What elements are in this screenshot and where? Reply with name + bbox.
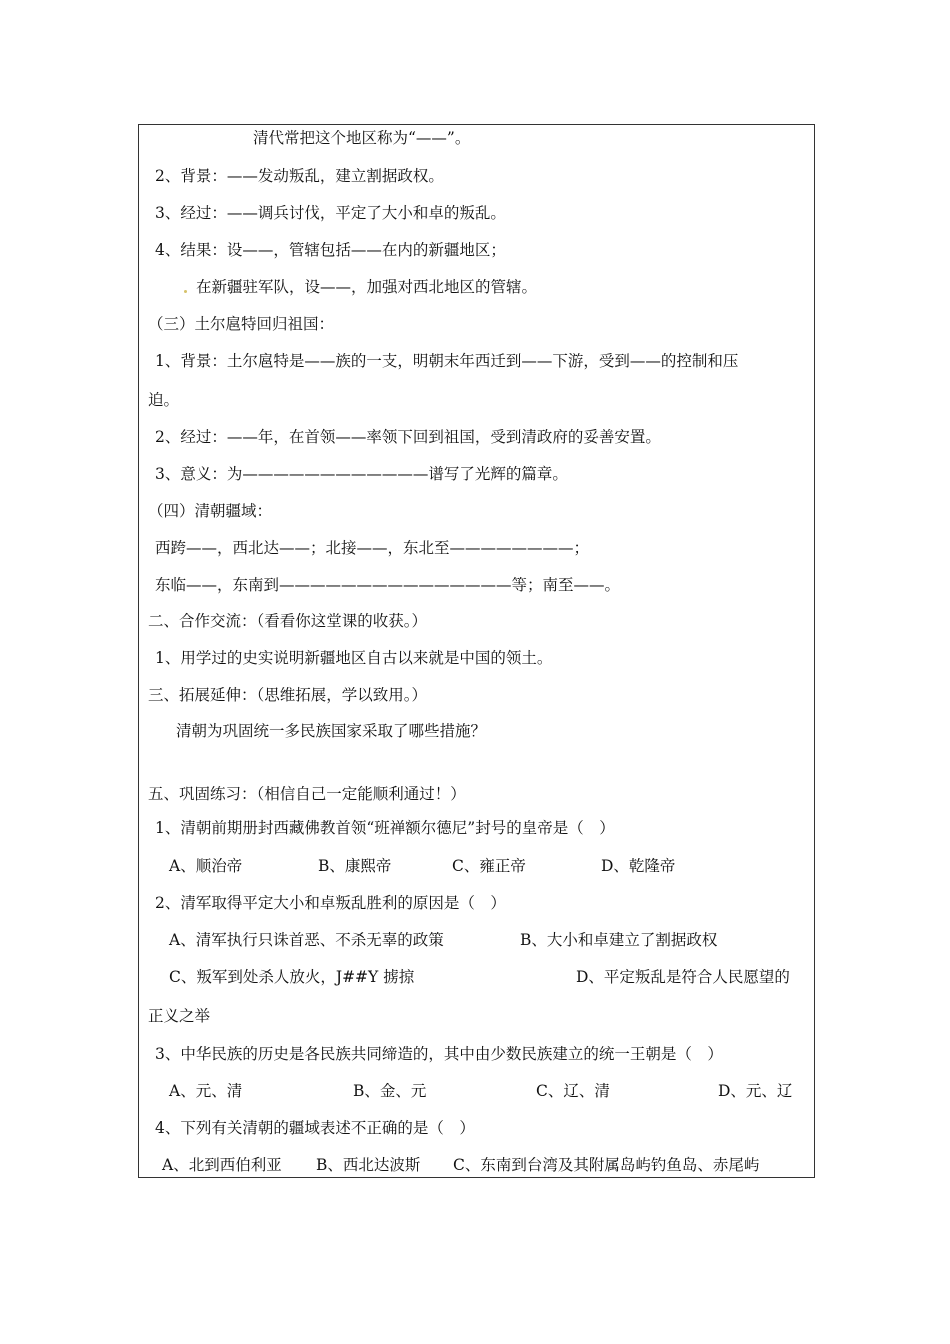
text-line: 3、经过：——调兵讨伐，平定了大小和卓的叛乱。 <box>155 204 506 222</box>
question-3: 3、中华民族的历史是各民族共同缔造的，其中由少数民族建立的统一王朝是（ ） <box>155 1045 723 1063</box>
q1-option-b: B、康熙帝 <box>318 857 392 875</box>
q4-option-c: C、东南到台湾及其附属岛屿钓鱼岛、赤尾屿 <box>453 1156 760 1174</box>
text-line: 西跨——，西北达——；北接——，东北至————————； <box>155 539 590 557</box>
q3-option-d: D、元、辽 <box>718 1082 793 1100</box>
q2-option-a: A、清军执行只诛首恶、不杀无辜的政策 <box>169 931 444 949</box>
text-line: 2、背景：——发动叛乱，建立割据政权。 <box>155 167 444 185</box>
section-heading: （四）清朝疆域： <box>148 502 273 520</box>
section-heading: 二、合作交流：（看看你这堂课的收获。） <box>148 612 428 630</box>
text-line: 4、结果：设——，管辖包括——在内的新疆地区； <box>155 241 506 259</box>
marker-dot <box>184 290 187 293</box>
text-line: 1、背景：土尔扈特是——族的一支，明朝末年西迁到——下游，受到——的控制和压 <box>155 352 739 370</box>
q3-option-c: C、辽、清 <box>536 1082 610 1100</box>
text-line: 迫。 <box>148 391 180 409</box>
q4-option-a: A、北到西伯利亚 <box>162 1156 282 1174</box>
text-line: 清朝为巩固统一多民族国家采取了哪些措施？ <box>176 722 487 740</box>
text-line: 3、意义：为————————————谱写了光辉的篇章。 <box>155 465 568 483</box>
section-heading: 五、巩固练习：（相信自己一定能顺利通过！） <box>148 785 466 803</box>
q1-option-a: A、顺治帝 <box>169 857 243 875</box>
section-heading: 三、拓展延伸：（思维拓展，学以致用。） <box>148 686 428 704</box>
text-line: 东临——，东南到———————————————等；南至——。 <box>155 576 621 594</box>
text-line: 在新疆驻军队，设——，加强对西北地区的管辖。 <box>196 278 538 296</box>
question-2: 2、清军取得平定大小和卓叛乱胜利的原因是（ ） <box>155 894 506 912</box>
text-line: 1、用学过的史实说明新疆地区自古以来就是中国的领土。 <box>155 649 553 667</box>
q3-option-b: B、金、元 <box>353 1082 427 1100</box>
question-1: 1、清朝前期册封西藏佛教首领“班禅额尔德尼”封号的皇帝是（ ） <box>155 819 615 837</box>
text-line: 清代常把这个地区称为“——”。 <box>253 129 471 147</box>
q2-option-c: C、叛军到处杀人放火，J##Y 掳掠 <box>169 968 415 986</box>
q4-option-b: B、西北达波斯 <box>316 1156 421 1174</box>
q1-option-d: D、乾隆帝 <box>601 857 676 875</box>
q2-option-d: D、平定叛乱是符合人民愿望的 <box>576 968 790 986</box>
text-line: 2、经过：——年，在首领——率领下回到祖国，受到清政府的妥善安置。 <box>155 428 661 446</box>
q3-option-a: A、元、清 <box>169 1082 243 1100</box>
q1-option-c: C、雍正帝 <box>452 857 526 875</box>
question-4: 4、下列有关清朝的疆域表述不正确的是（ ） <box>155 1119 475 1137</box>
q2-option-b: B、大小和卓建立了割据政权 <box>520 931 718 949</box>
section-heading: （三）土尔扈特回归祖国： <box>148 315 335 333</box>
text-line: 正义之举 <box>148 1007 211 1025</box>
